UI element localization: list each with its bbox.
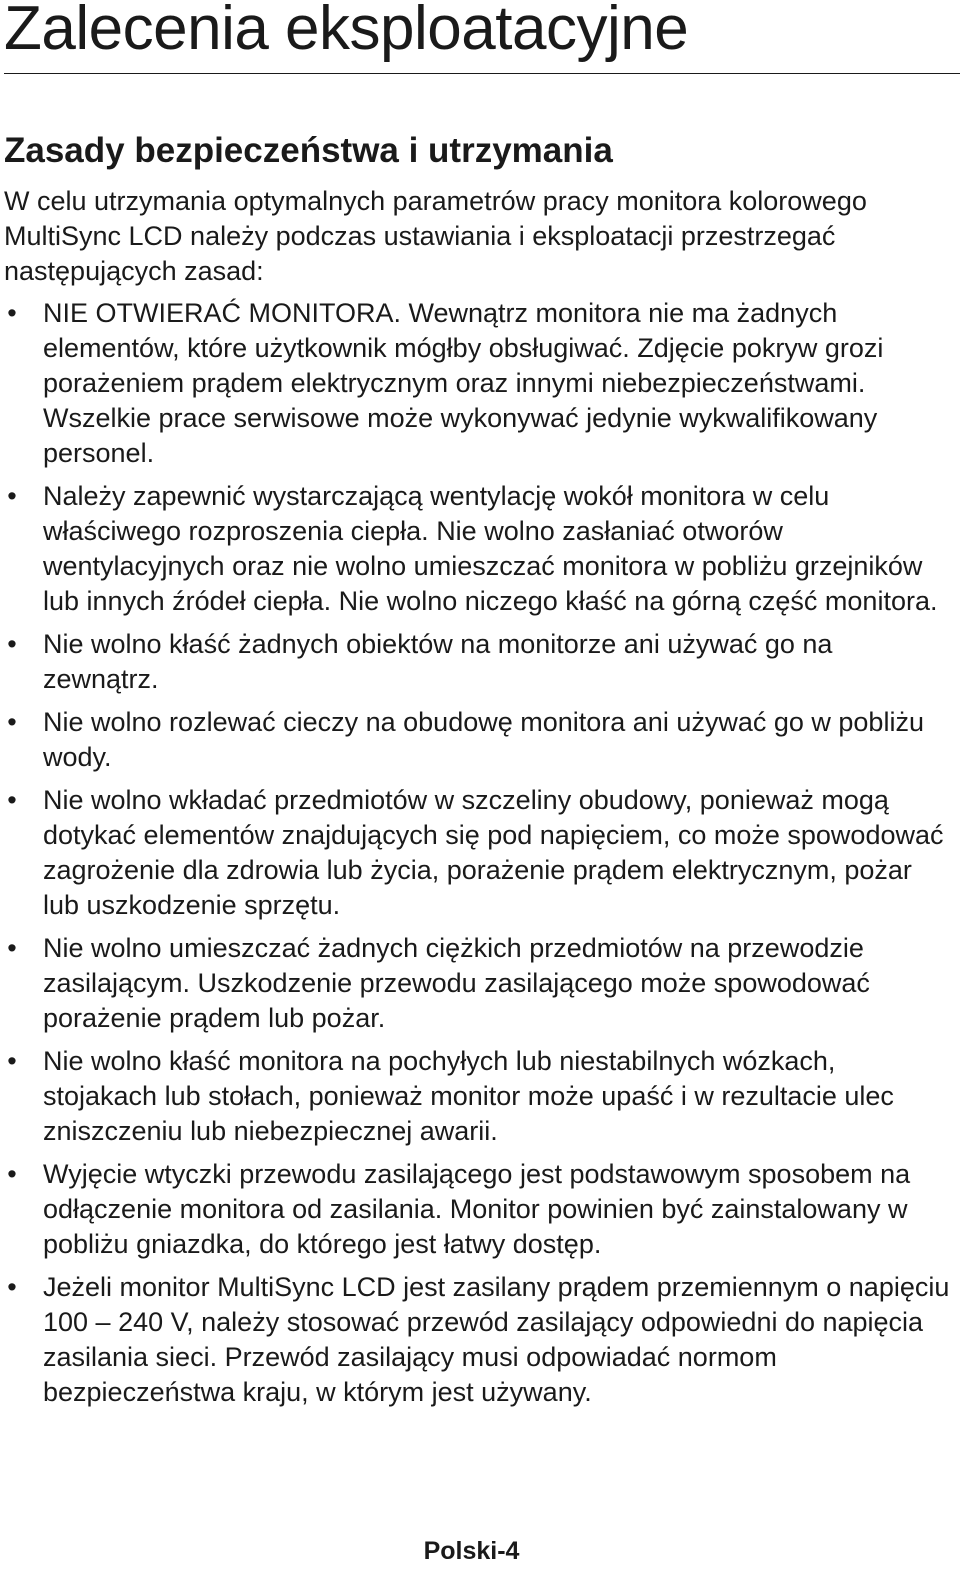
bullet-icon: • [7,707,17,737]
list-item [0,1270,950,1410]
list-item-text: Nie wolno wkładać przedmiotów w szczeliny obudowy, ponieważ mogą dotykać elementów znajdujących się pod napięciem, co może spowodować zagrożenie dla zdrowia lub życia, porażenie prądem elektrycznym, pożar lub uszkodzenie sprzętu. [43,785,944,920]
list-item [0,783,950,923]
list-item-text: NIE OTWIERAĆ MONITORA. Wewnątrz monitora nie ma żadnych elementów, które użytkownik mógłby obsługiwać. Zdjęcie pokryw grozi porażeniem prądem elektrycznym oraz innymi niebezpieczeństwami. Wszelkie prace serwisowe może wykonywać jedynie wykwalifikowany personel. [43,298,884,468]
bullet-icon: • [7,785,17,815]
list-item [0,1044,950,1149]
list-item-text: Nie wolno kłaść monitora na pochyłych lub niestabilnych wózkach, stojakach lub stołach, ponieważ monitor może upaść i w rezultacie ulec zniszczeniu lub niebezpiecznej awarii. [43,1046,894,1146]
list-item [0,479,950,619]
bullet-icon: • [7,1046,17,1076]
safety-rules-list [0,296,950,1418]
list-item [0,296,950,471]
page-title: Zalecenia eksploatacyjne [4,0,689,63]
intro-paragraph: W celu utrzymania optymalnych parametrów pracy monitora kolorowego MultiSync LCD należy podczas ustawiania i eksploatacji przestrzegać następujących zasad: [4,186,867,286]
list-item-text: Jeżeli monitor MultiSync LCD jest zasilany prądem przemiennym o napięciu 100 – 240 V, należy stosować przewód zasilający odpowiedni do napięcia zasilania sieci. Przewód zasilający musi odpowiadać normom bezpieczeństwa kraju, w którym jest używany. [43,1272,950,1407]
list-item [0,931,950,1036]
list-item [0,705,950,775]
list-item-text: Wyjęcie wtyczki przewodu zasilającego jest podstawowym sposobem na odłączenie monitora od zasilania. Monitor powinien być zainstalowany w pobliżu gniazdka, do którego jest łatwy dostęp. [43,1159,911,1259]
page-number: Polski-4 [423,1537,520,1565]
list-item [0,627,950,697]
bullet-icon: • [7,629,17,659]
list-item-text: Nie wolno kłaść żadnych obiektów na monitorze ani używać go na zewnątrz. [43,629,833,694]
bullet-icon: • [7,1159,17,1189]
list-item-text: Nie wolno umieszczać żadnych ciężkich przedmiotów na przewodzie zasilającym. Uszkodzenie przewodu zasilającego może spowodować porażenie prądem lub pożar. [43,933,870,1033]
section-heading: Zasady bezpieczeństwa i utrzymania [4,131,613,170]
title-divider [4,73,960,74]
bullet-icon: • [7,481,17,511]
list-item-text: Należy zapewnić wystarczającą wentylację wokół monitora w celu właściwego rozproszenia ciepła. Nie wolno zasłaniać otworów wentylacyjnych oraz nie wolno umieszczać monitora w pobliżu grzejników lub innych źródeł ciepła. Nie wolno niczego kłaść na górną część monitora. [43,481,938,616]
list-item [0,1157,950,1262]
bullet-icon: • [7,933,17,963]
bullet-icon: • [7,1272,17,1302]
list-item-text: Nie wolno rozlewać cieczy na obudowę monitora ani używać go w pobliżu wody. [43,707,924,772]
bullet-icon: • [7,298,17,328]
